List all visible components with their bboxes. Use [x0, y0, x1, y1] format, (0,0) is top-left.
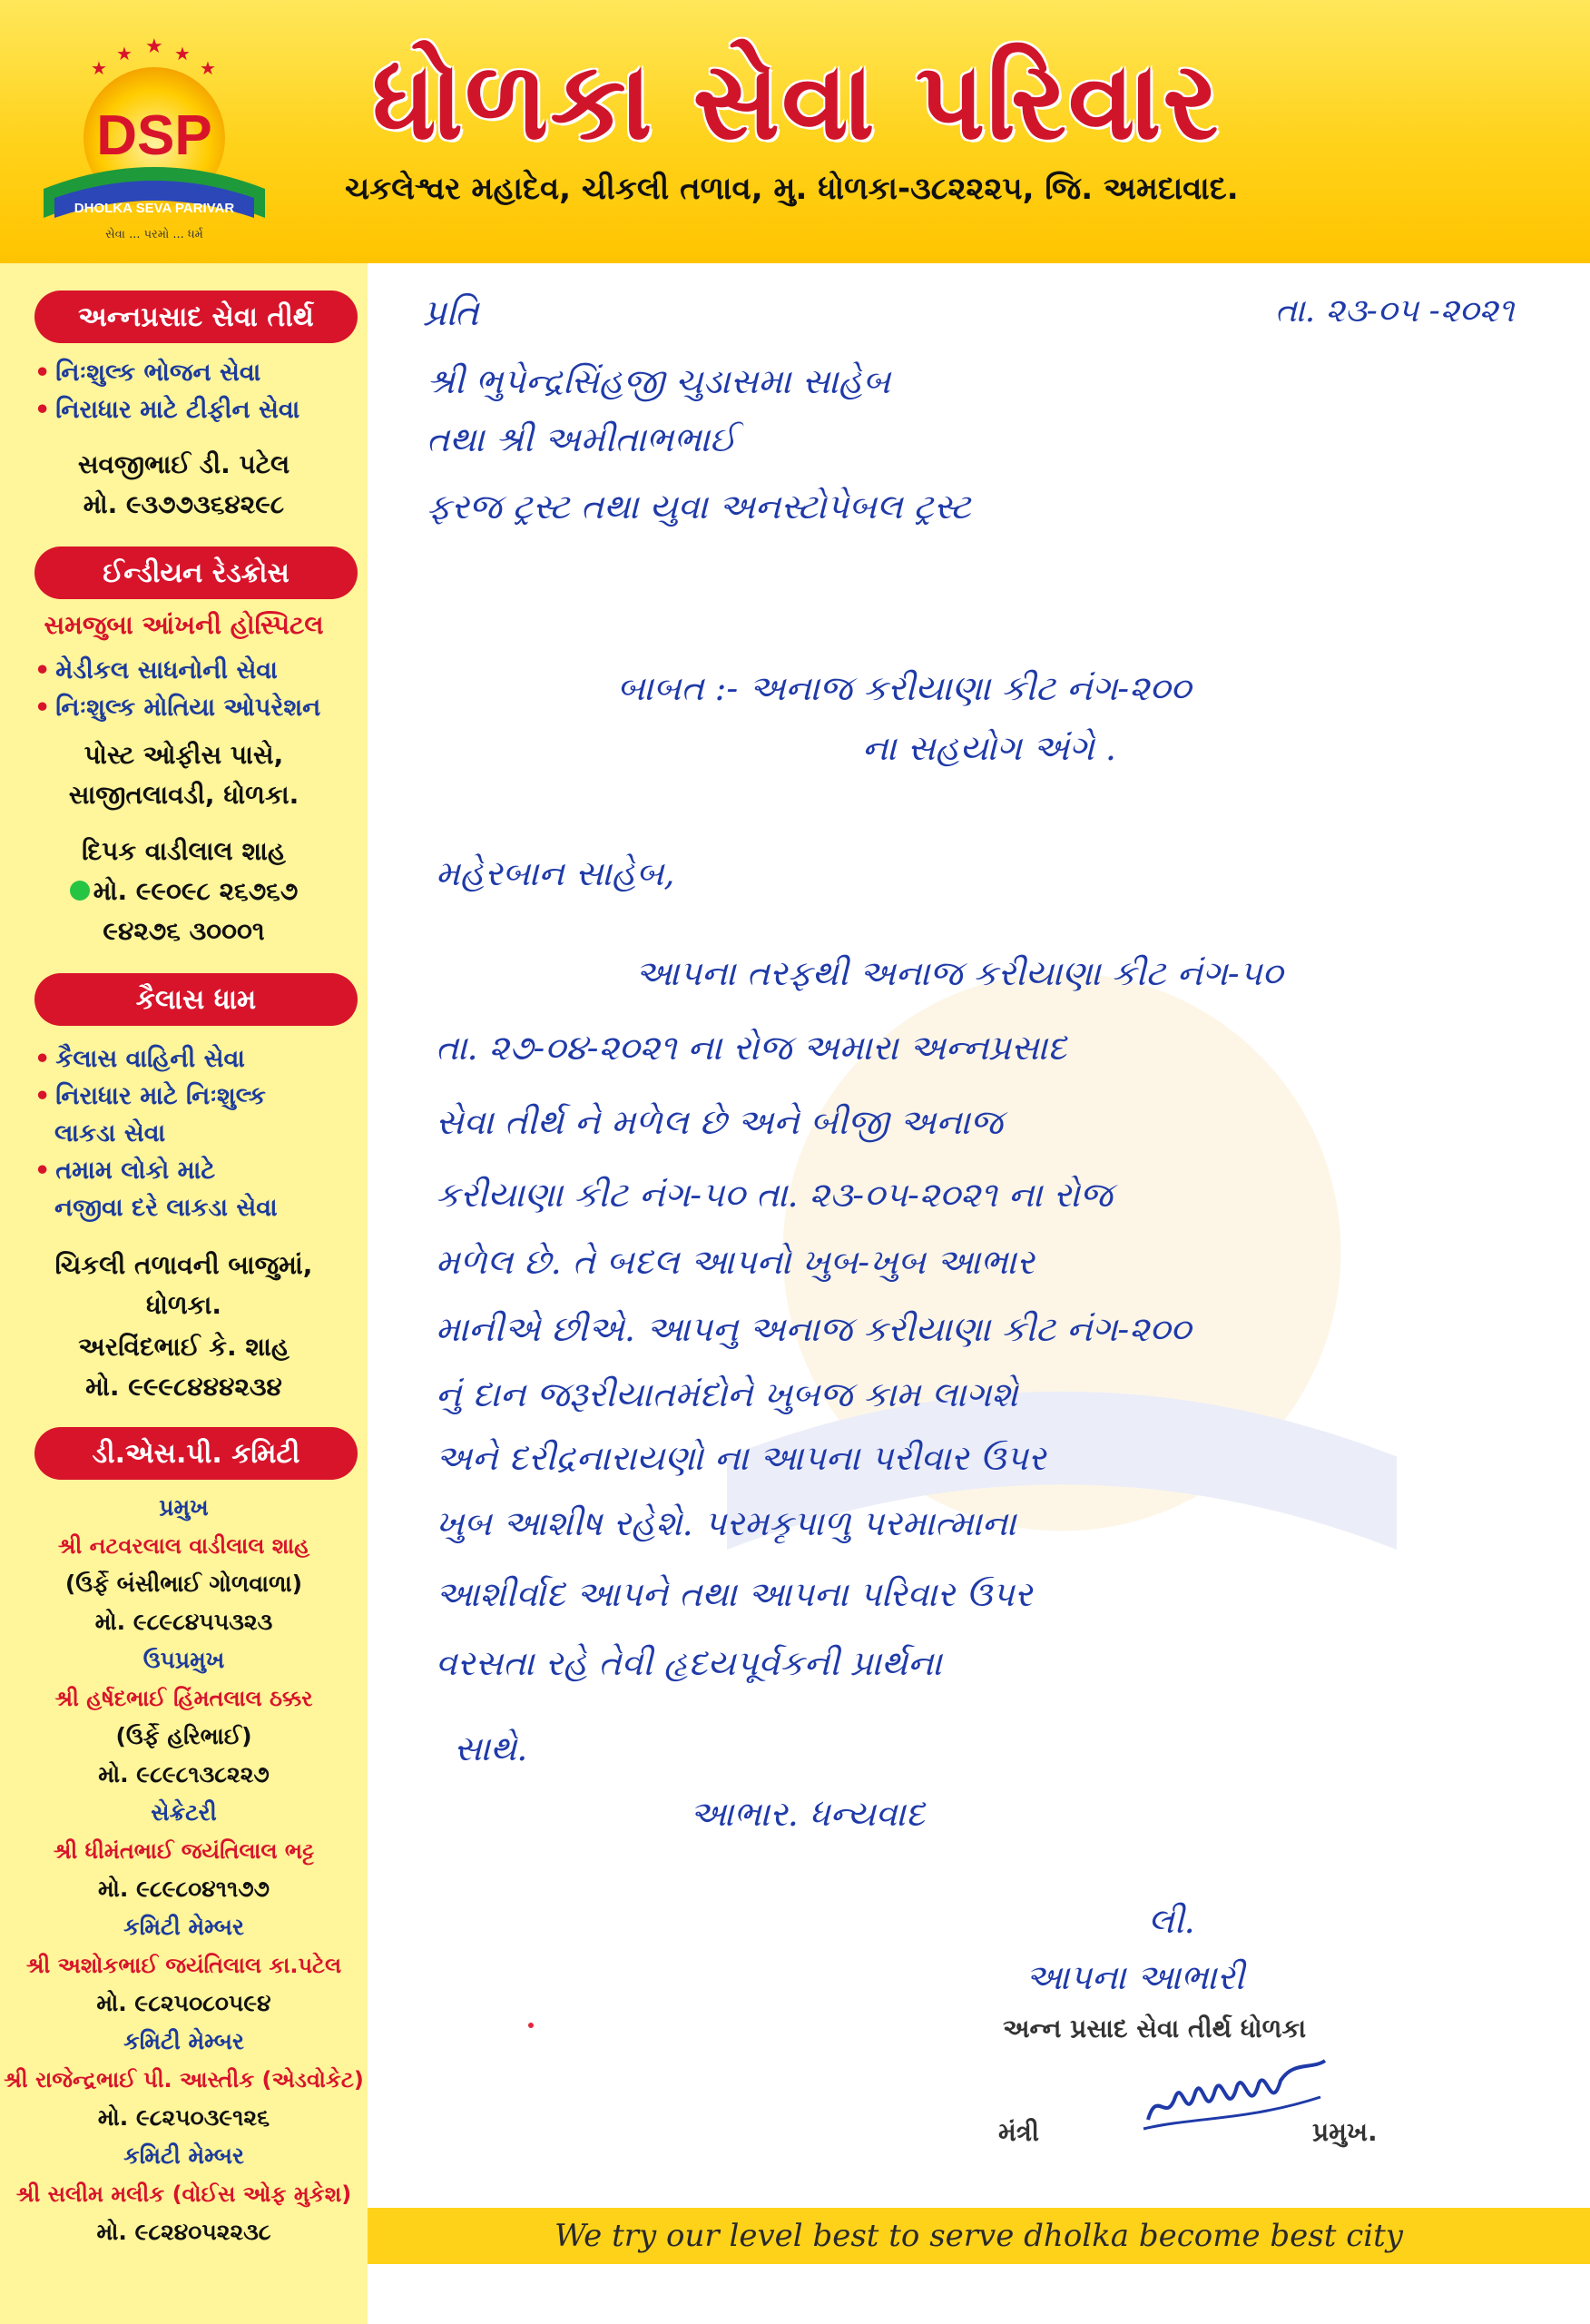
- letter-body-line: નું દાન જરૂરીયાતમંદોને ખુબજ કામ લાગશે: [436, 1374, 1018, 1414]
- letter-body-line: વરસતા રહે તેવી હૃદયપૂર્વકની પ્રાર્થના: [436, 1643, 942, 1683]
- org-address: ચકલેશ્વર મહાદેવ, ચીકલી તળાવ, મુ. ધોળકા-૩૮૨૨૨૫, જિ. અમદાવાદ.: [345, 171, 1239, 207]
- annaprasad-contact-phone: મો. ૯૩૭૭૩૬૪૨૯૮: [83, 489, 285, 519]
- svg-text:★: ★: [174, 43, 191, 64]
- ink-dot: [528, 2023, 534, 2028]
- committee-list: [0, 1489, 368, 2251]
- list-item-continued: નજીવા દરે લાકડા સેવા: [54, 1194, 278, 1222]
- letter-body-line: ખુબ આશીષ રહેશે. પરમકૃપાળુ પરમાત્માના: [436, 1503, 1016, 1543]
- redcross-contact-phone2: ૯૪૨૭૬ ૩૦૦૦૧: [103, 916, 265, 946]
- list-item: • નિઃશુલ્ક મોતિયા ઓપરેશન: [34, 694, 321, 722]
- kailas-address2: ધોળકા.: [146, 1290, 221, 1320]
- kailas-contact-phone: મો. ૯૯૯૮૪૪૪૨૩૪: [85, 1372, 282, 1402]
- letterhead-header: [0, 0, 1590, 263]
- committee-alias: (ઉર્ફે હરિભાઈ): [115, 1723, 252, 1749]
- label-mantri: મંત્રી: [998, 2117, 1039, 2147]
- redcross-subheading: સમજુબા આંખની હોસ્પિટલ: [44, 610, 324, 640]
- sidebar: [0, 263, 368, 2324]
- committee-role: પ્રમુખ: [159, 1494, 209, 1521]
- letter-greeting: મહેરબાન સાહેબ,: [436, 853, 675, 893]
- sign-org-stamp: અન્ન પ્રસાદ સેવા તીર્થ ધોળકા: [1003, 2014, 1307, 2043]
- letter-body-line: આશીર્વાદ આપને તથા આપના પરિવાર ઉપર: [436, 1574, 1033, 1614]
- letter-body-line: મળેલ છે. તે બદલ આપનો ખુબ-ખુબ આભાર: [436, 1242, 1035, 1282]
- committee-name: શ્રી રાજેન્દ્રભાઈ પી. આસ્તીક (એડવોકેટ): [4, 2067, 364, 2093]
- committee-phone: મો. ૯૮૨૫૦૩૯૧૨૬: [97, 2104, 270, 2131]
- committee-role: કમિટી મેમ્બર: [123, 1914, 244, 1940]
- letter-body-line: સેવા તીર્થ ને મળેલ છે અને બીજી અનાજ: [436, 1102, 1003, 1142]
- letter-prati: પ્રતિ: [423, 292, 479, 334]
- committee-name: શ્રી હર્ષદભાઈ હિંમતલાલ ઠક્કર: [54, 1686, 313, 1711]
- logo-motto: સેવા ... પરમો ... ધર્મ: [105, 228, 203, 241]
- logo-text: DSP: [96, 104, 212, 167]
- list-item: • કૈલાસ વાહિની સેવા: [34, 1045, 245, 1073]
- redcross-contact-name: દિપક વાડીલાલ શાહ: [82, 836, 286, 866]
- list-item-continued: લાકડા સેવા: [54, 1119, 166, 1147]
- svg-text:★: ★: [91, 57, 107, 79]
- annaprasad-heading: અન્નપ્રસાદ સેવા તીર્થ: [34, 290, 358, 343]
- committee-name: શ્રી સલીમ મલીક (વોઈસ ઓફ મુકેશ): [15, 2181, 352, 2207]
- committee-alias: (ઉર્ફે બંસીભાઈ ગોળવાળા): [64, 1571, 303, 1597]
- kailas-list: [34, 1040, 361, 1226]
- list-item: • તમામ લોકો માટે: [34, 1157, 216, 1185]
- svg-text:★: ★: [145, 36, 163, 58]
- committee-role: સેક્રેટરી: [151, 1799, 217, 1826]
- redcross-address2: સાજીતલાવડી, ધોળકા.: [68, 780, 299, 810]
- letter-to-line2: તથા શ્રી અમીતાભભાઈ: [427, 419, 737, 459]
- dsp-logo: [27, 36, 281, 254]
- letter-body-line: કરીયાણા કીટ નંગ-૫૦ તા. ૨૩-૦૫-૨૦૨૧ ના રોજ: [436, 1175, 1113, 1215]
- committee-phone: મો. ૯૮૯૮૧૩૮૨૨૭: [98, 1761, 270, 1787]
- letter-subject-line1: બાબત :- અનાજ કરીયાણા કીટ નંગ-૨૦૦: [617, 668, 1192, 708]
- list-item: • નિઃશુલ્ક ભોજન સેવા: [34, 359, 261, 387]
- footer-tagline: We try our level best to serve dholka become best city: [368, 2208, 1590, 2264]
- letter-date: તા. ૨૩-૦૫ -૨૦૨૧: [1275, 292, 1515, 330]
- letter-subject-line2: ના સહયોગ અંગે .: [862, 728, 1116, 768]
- list-item: • નિરાધાર માટે ટીફીન સેવા: [34, 396, 300, 424]
- committee-role: કમિટી મેમ્બર: [123, 2028, 244, 2054]
- letter-closing: આભાર. ધન્યવાદ: [690, 1794, 926, 1834]
- letter-body-line: અને દરીદ્રનારાયણો ના આપના પરીવાર ઉપર: [436, 1438, 1046, 1478]
- committee-name: શ્રી નટવરલાલ વાડીલાલ શાહ: [57, 1533, 310, 1559]
- committee-phone: મો. ૯૮૯૮૦૪૧૧૭૭: [97, 1876, 270, 1902]
- kailas-address1: ચિકલી તળાવની બાજુમાં,: [54, 1250, 313, 1280]
- svg-text:★: ★: [116, 43, 132, 64]
- letter-to-line3: ફરજ ટ્રસ્ટ તથા યુવા અનસ્ટોપેબલ ટ્રસ્ટ: [427, 487, 971, 527]
- redcross-address1: પોસ્ટ ઓફીસ પાસે,: [83, 740, 284, 770]
- org-title: ધોળકા સેવા પરિવાર: [372, 38, 1221, 163]
- committee-name: શ્રી અશોકભાઈ જયંતિલાલ કા.પટેલ: [25, 1953, 342, 1978]
- letter-body-line: માનીએ છીએ. આપનુ અનાજ કરીયાણા કીટ નંગ-૨૦૦: [436, 1309, 1192, 1349]
- letter-sign-li: લી.: [1148, 1901, 1195, 1941]
- committee-phone: મો. ૯૮૯૮૪૫૫૩૨૩: [94, 1609, 273, 1635]
- svg-text:★: ★: [200, 57, 216, 79]
- letter-body-line: આપના તરફથી અનાજ કરીયાણા કીટ નંગ-૫૦: [635, 953, 1283, 993]
- redcross-heading: ઈન્ડીયન રેડક્રોસ: [34, 547, 358, 599]
- committee-role: ઉપપ્રમુખ: [142, 1647, 225, 1673]
- committee-name: શ્રી ધીમંતભાઈ જયંતિલાલ ભટ્ટ: [53, 1838, 315, 1864]
- kailas-contact-name: અરવિંદભાઈ કે. શાહ: [78, 1332, 290, 1362]
- committee-phone: મો. ૯૮૨૫૦૮૦૫૯૪: [96, 1990, 271, 2016]
- kailas-heading: કૈલાસ ધામ: [34, 973, 358, 1026]
- committee-role: કમિટી મેમ્બર: [123, 2142, 244, 2169]
- letter-body-line: સાથે.: [454, 1728, 528, 1768]
- redcross-list: [34, 652, 361, 726]
- annaprasad-contact-name: સવજીભાઈ ડી. પટેલ: [77, 449, 290, 479]
- list-item: • મેડીકલ સાધનોની સેવા: [34, 656, 278, 684]
- signature-icon: [1139, 2034, 1339, 2142]
- letter-sign-name: આપના આભારી: [1026, 1957, 1245, 1997]
- logo-ribbon: DHOLKA SEVA PARIVAR: [74, 201, 235, 216]
- annaprasad-list: [34, 354, 361, 428]
- label-pramukh: પ્રમુખ.: [1312, 2117, 1378, 2147]
- letter-to-line1: શ્રી ભુપેન્દ્રસિંહજી ચુડાસમા સાહેબ: [427, 361, 891, 401]
- whatsapp-icon: [70, 881, 90, 901]
- redcross-contact-phone1: મો. ૯૯૦૯૮ ૨૬૭૬૭: [0, 872, 368, 911]
- letter-body-line: તા. ૨૭-૦૪-૨૦૨૧ ના રોજ અમારા અન્નપ્રસાદ: [436, 1028, 1067, 1068]
- list-item: • નિરાધાર માટે નિઃશુલ્ક: [34, 1082, 266, 1110]
- committee-phone: મો. ૯૮૨૪૦૫૨૨૩૮: [96, 2219, 271, 2245]
- committee-heading: ડી.એસ.પી. કમિટી: [34, 1427, 358, 1480]
